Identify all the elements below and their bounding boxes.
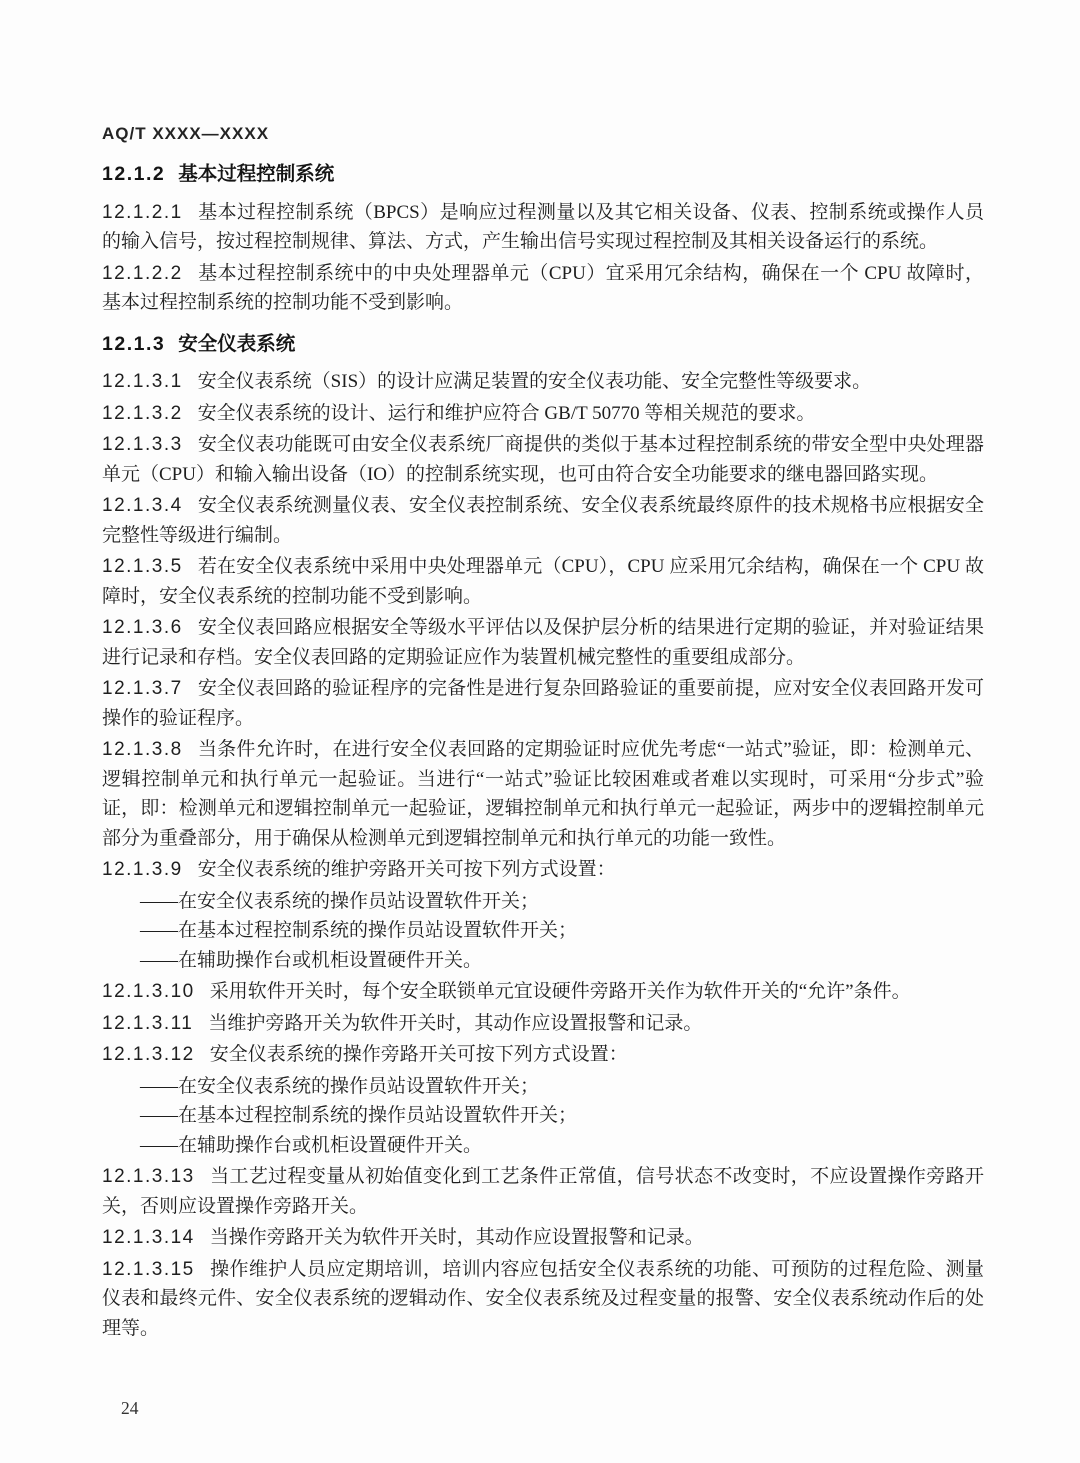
clause-paragraph — [102, 674, 984, 733]
dash-list-item: ——在基本过程控制系统的操作员站设置软件开关； — [140, 1105, 578, 1126]
clause-number: 12.1.3.2 — [102, 402, 183, 424]
clause-paragraph — [102, 491, 984, 550]
dash-list-item: ——在辅助操作台或机柜设置硬件开关。 — [140, 1134, 483, 1156]
clause-number: 12.1.3.5 — [102, 556, 183, 577]
clause-number: 12.1.2.1 — [102, 201, 183, 223]
section-heading — [102, 160, 984, 190]
dash-list-item: ——在辅助操作台或机柜设置硬件开关。 — [140, 949, 483, 971]
clause-text: 当条件允许时，在进行安全仪表回路的定期验证时应优先考虑“一站式”验证，即：检测单元、逻辑控制单元和执行单元一起验证。当进行“一站式”验证比较困难或者难以实现时，可采用“分步式”验证，即：检测单元和逻辑控制单元一起验证，逻辑控制单元和执行单元一起验证，两步中的逻辑控制单元部分为重叠部分，用于确保从检测单元到逻辑控制单元和执行单元的功能一致性。 — [102, 739, 984, 849]
dash-list-item: ——在安全仪表系统的操作员站设置软件开关； — [140, 890, 540, 912]
section-heading — [102, 330, 984, 360]
clause-text: 若在安全仪表系统中采用中央处理器单元（CPU），CPU 应采用冗余结构，确保在一个 CPU 故障时，安全仪表系统的控制功能不受到影响。 — [102, 556, 984, 607]
clause-text: 当工艺过程变量从初始值变化到工艺条件正常值，信号状态不改变时，不应设置操作旁路开关，否则应设置操作旁路开关。 — [102, 1166, 984, 1217]
clause-text: 安全仪表回路的验证程序的完备性是进行复杂回路验证的重要前提，应对安全仪表回路开发可操作的验证程序。 — [102, 678, 984, 729]
clause-number: 12.1.3 — [102, 332, 166, 355]
clause-number: 12.1.3.13 — [102, 1166, 195, 1187]
clause-paragraph — [102, 399, 984, 429]
clause-paragraph — [102, 1040, 984, 1070]
clause-text: 安全仪表系统的操作旁路开关可按下列方式设置： — [209, 1044, 628, 1065]
clause-number: 12.1.3.11 — [102, 1012, 194, 1034]
clause-text: 基本过程控制系统 — [178, 163, 335, 185]
clause-number: 12.1.3.1 — [102, 371, 183, 392]
clause-text: 基本过程控制系统（BPCS）是响应过程测量以及其它相关设备、仪表、控制系统或操作人员的输入信号，按过程控制规律、算法、方式，产生输出信号实现过程控制及其相关设备运行的系统。 — [102, 201, 984, 252]
clause-text: 安全仪表系统的设计、运行和维护应符合 GB/T 50770 等相关规范的要求。 — [197, 402, 816, 424]
clause-text: 安全仪表功能既可由安全仪表系统厂商提供的类似于基本过程控制系统的带安全型中央处理器单元（CPU）和输入输出设备（IO）的控制系统实现，也可由符合安全功能要求的继电器回路实现。 — [102, 434, 984, 485]
clause-text: 当操作旁路开关为软件开关时，其动作应设置报警和记录。 — [209, 1227, 704, 1248]
clause-paragraph — [102, 367, 984, 397]
clause-text: 采用软件开关时，每个安全联锁单元宜设硬件旁路开关作为软件开关的“允许”条件。 — [209, 981, 911, 1002]
clause-number: 12.1.3.6 — [102, 617, 183, 638]
clause-number: 12.1.3.4 — [102, 495, 183, 516]
clause-text: 当维护旁路开关为软件开关时，其动作应设置报警和记录。 — [208, 1012, 703, 1034]
clause-number: 12.1.2.2 — [102, 262, 183, 284]
clause-paragraph — [102, 552, 984, 611]
clause-number: 12.1.3.14 — [102, 1227, 195, 1248]
clause-paragraph — [102, 1009, 984, 1039]
clause-text: 安全仪表回路应根据安全等级水平评估以及保护层分析的结果进行定期的验证，并对验证结果进行记录和存档。安全仪表回路的定期验证应作为装置机械完整性的重要组成部分。 — [102, 617, 984, 668]
clause-number: 12.1.3.8 — [102, 739, 183, 760]
dash-list-item: ——在安全仪表系统的操作员站设置软件开关； — [140, 1075, 540, 1097]
clause-text: 基本过程控制系统中的中央处理器单元（CPU）宜采用冗余结构，确保在一个 CPU 故障时，基本过程控制系统的控制功能不受到影响。 — [102, 262, 984, 313]
document-content — [102, 160, 984, 1343]
clause-text: 安全仪表系统测量仪表、安全仪表控制系统、安全仪表系统最终原件的技术规格书应根据安全完整性等级进行编制。 — [102, 495, 984, 546]
clause-paragraph — [102, 977, 984, 1007]
clause-number: 12.1.3.3 — [102, 434, 183, 455]
clause-paragraph — [102, 735, 984, 853]
clause-paragraph — [102, 1223, 984, 1253]
clause-text: 操作维护人员应定期培训，培训内容应包括安全仪表系统的功能、可预防的过程危险、测量仪表和最终元件、安全仪表系统的逻辑动作、安全仪表系统及过程变量的报警、安全仪表系统动作后的处理等。 — [102, 1258, 984, 1339]
clause-number: 12.1.3.10 — [102, 981, 195, 1002]
clause-number: 12.1.3.15 — [102, 1258, 195, 1280]
clause-paragraph — [102, 259, 984, 318]
standard-number-header: AQ/T XXXX—XXXX — [102, 124, 270, 143]
clause-paragraph — [102, 430, 984, 489]
clause-paragraph — [102, 198, 984, 257]
clause-text: 安全仪表系统的维护旁路开关可按下列方式设置： — [197, 859, 616, 880]
clause-text: 安全仪表系统 — [178, 332, 296, 355]
clause-paragraph — [102, 613, 984, 672]
clause-text: 安全仪表系统（SIS）的设计应满足装置的安全仪表功能、安全完整性等级要求。 — [197, 371, 872, 392]
clause-paragraph — [102, 1162, 984, 1221]
clause-number: 12.1.3.12 — [102, 1044, 195, 1065]
clause-paragraph — [102, 855, 984, 885]
clause-number: 12.1.3.9 — [102, 859, 183, 880]
clause-number: 12.1.2 — [102, 163, 166, 185]
page-number: 24 — [121, 1398, 139, 1418]
clause-number: 12.1.3.7 — [102, 678, 183, 699]
dash-list-item: ——在基本过程控制系统的操作员站设置软件开关； — [140, 920, 578, 941]
clause-paragraph — [102, 1255, 984, 1344]
